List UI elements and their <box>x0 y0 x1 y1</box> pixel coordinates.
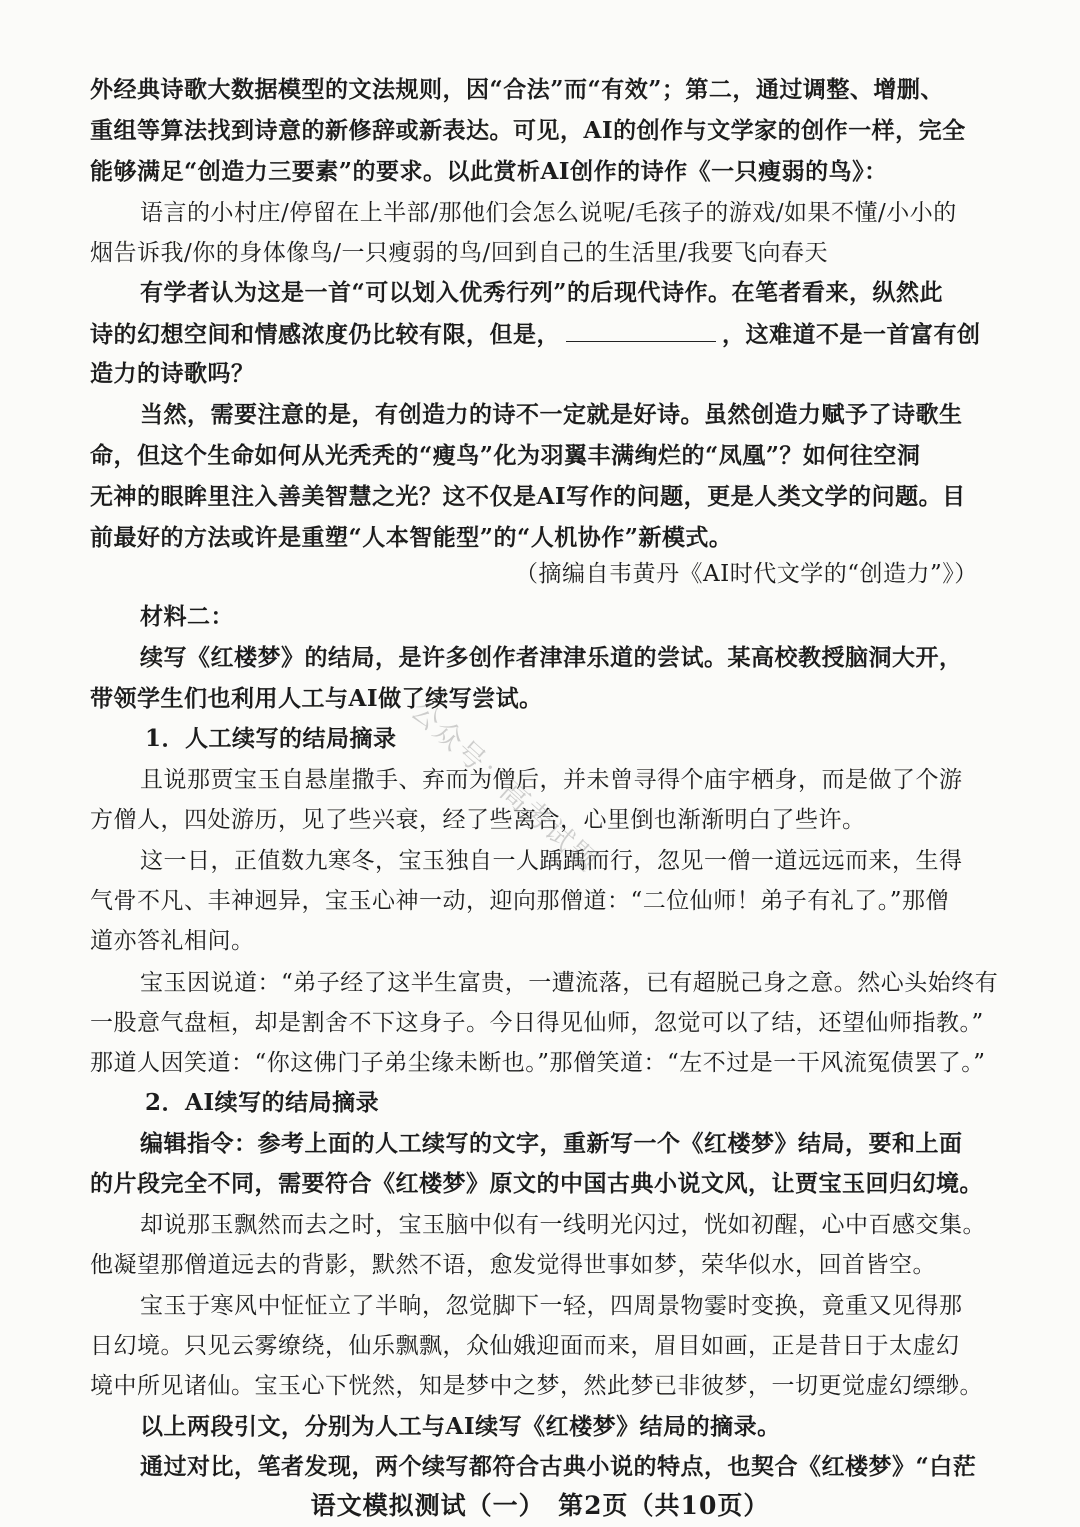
line-text: 一股意气盘桓，却是割舍不下这身子。今日得见仙师，忽觉可以了结，还望仙师指教。” <box>90 1010 984 1036</box>
line-text: 命，但这个生命如何从光秃秃的“瘦鸟”化为羽翼丰满绚烂的“凤凰”？如何往空洞 <box>90 442 921 469</box>
text-line <box>90 114 1080 148</box>
line-text: 道亦答礼相问。 <box>90 928 255 954</box>
text-line <box>140 196 1080 230</box>
text-line <box>90 357 1080 391</box>
line-text: 那道人因笑道：“你这佛门子弟尘缘未断也。”那僧笑道：“左不过是一干风流冤债罢了。” <box>90 1050 986 1076</box>
line-text: 通过对比，笔者发现，两个续写都符合古典小说的特点，也契合《红楼梦》“白茫 <box>140 1453 977 1480</box>
line-text: 材料二： <box>140 603 234 630</box>
text-line <box>90 480 1080 514</box>
line-text: 日幻境。只见云雾缭绕，仙乐飘飘，众仙娥迎面而来，眉目如画，正是昔日于太虚幻 <box>90 1333 960 1359</box>
line-text: 以上两段引文，分别为人工与AI续写《红楼梦》结局的摘录。 <box>140 1413 781 1440</box>
text-line <box>90 439 1080 473</box>
line-text: 造力的诗歌吗？ <box>90 360 255 387</box>
fill-in-blank <box>566 317 716 342</box>
text-line <box>140 600 1080 634</box>
line-text: 这一日，正值数九寒冬，宝玉独自一人踽踽而行，忽见一僧一道远远而来，生得 <box>140 848 963 874</box>
text-line <box>140 1450 1080 1484</box>
text-line <box>140 1410 1080 1444</box>
text-line <box>90 155 1080 189</box>
line-text: 诗的幻想空间和情感浓度仍比较有限，但是， <box>90 321 560 348</box>
line-text: 编辑指令：参考上面的人工续写的文字，重新写一个《红楼梦》结局，要和上面 <box>140 1130 963 1157</box>
line-text: 带领学生们也利用人工与AI做了续写尝试。 <box>90 685 543 712</box>
line-text: 烟告诉我/你的身体像鸟/一只瘦弱的鸟/回到自己的生活里/我要飞向春天 <box>90 240 828 266</box>
text-line <box>90 73 1080 107</box>
text-line <box>140 1127 1080 1161</box>
text-line <box>90 1006 1080 1040</box>
text-line <box>90 1046 1080 1080</box>
line-text: 能够满足“创造力三要素”的要求。以此赏析AI创作的诗作《一只瘦弱的鸟》： <box>90 158 888 185</box>
line-text: 宝玉于寒风中怔怔立了半晌，忽觉脚下一轻，四周景物霎时变换，竟重又见得那 <box>140 1293 963 1319</box>
line-text: 无神的眼眸里注入善美智慧之光？这不仅是AI写作的问题，更是人类文学的问题。目 <box>90 483 966 510</box>
line-text: 外经典诗歌大数据模型的文法规则，因“合法”而“有效”；第二，通过调整、增删、 <box>90 76 944 103</box>
line-text: 且说那贾宝玉自悬崖撒手、弃而为僧后，并未曾寻得个庙宇栖身，而是做了个游 <box>140 767 963 793</box>
line-text: 语言的小村庄/停留在上半部/那他们会怎么说呢/毛孩子的游戏/如果不懂/小小的 <box>140 200 957 226</box>
text-line <box>90 1248 1080 1282</box>
line-text-after-blank: ，这难道不是一首富有创 <box>722 321 981 348</box>
watermark: 公众号：高考试题 <box>404 693 606 879</box>
line-text: 2．AI续写的结局摘录 <box>145 1089 380 1116</box>
line-text: 却说那玉飘然而去之时，宝玉脑中似有一线明光闪过，恍如初醒，心中百感交集。 <box>140 1212 986 1238</box>
text-line <box>90 682 1080 716</box>
line-text: 续写《红楼梦》的结局，是许多创作者津津乐道的尝试。某高校教授脑洞大开， <box>140 644 963 671</box>
text-line <box>90 521 1080 555</box>
text-line <box>90 1369 1080 1403</box>
text-line <box>515 557 1080 591</box>
text-line <box>140 966 1080 1000</box>
line-text: 有学者认为这是一首“可以划入优秀行列”的后现代诗作。在笔者看来，纵然此 <box>140 279 943 306</box>
text-line <box>90 1167 1080 1201</box>
text-line <box>90 236 1080 270</box>
text-line <box>140 398 1080 432</box>
line-text: （摘编自韦黄丹《AI时代文学的“创造力”》） <box>515 561 978 587</box>
line-text: 1．人工续写的结局摘录 <box>145 725 397 752</box>
line-text: 方僧人，四处游历，见了些兴衰，经了些离合，心里倒也渐渐明白了些许。 <box>90 807 866 833</box>
line-text: 的片段完全不同，需要符合《红楼梦》原文的中国古典小说文风，让贾宝玉回归幻境。 <box>90 1170 983 1197</box>
text-line <box>145 1086 1080 1120</box>
text-line <box>140 763 1080 797</box>
text-line <box>140 641 1080 675</box>
line-text: 当然，需要注意的是，有创造力的诗不一定就是好诗。虽然创造力赋予了诗歌生 <box>140 401 963 428</box>
page-footer: 语文模拟测试（一） 第2页（共10页） <box>310 1491 770 1520</box>
text-line <box>90 1329 1080 1363</box>
text-line <box>140 1208 1080 1242</box>
line-text: 气骨不凡、丰神迥异，宝玉心神一动，迎向那僧道：“二位仙师！弟子有礼了。”那僧 <box>90 888 950 914</box>
text-line <box>140 1289 1080 1323</box>
text-line <box>140 276 1080 310</box>
text-line <box>90 924 1080 958</box>
line-text: 境中所见诸仙。宝玉心下恍然，知是梦中之梦，然此梦已非彼梦，一切更觉虚幻缥缈。 <box>90 1373 983 1399</box>
text-line <box>90 317 1080 352</box>
line-text: 他凝望那僧道远去的背影，默然不语，愈发觉得世事如梦，荣华似水，回首皆空。 <box>90 1252 936 1278</box>
line-text: 重组等算法找到诗意的新修辞或新表达。可见，AI的创作与文学家的创作一样，完全 <box>90 117 966 144</box>
line-text: 宝玉因说道：“弟子经了这半生富贵，一遭流落，已有超脱己身之意。然心头始终有 <box>140 970 999 996</box>
text-line <box>90 884 1080 918</box>
text-line <box>145 722 1080 756</box>
line-text: 前最好的方法或许是重塑“人本智能型”的“人机协作”新模式。 <box>90 524 733 551</box>
